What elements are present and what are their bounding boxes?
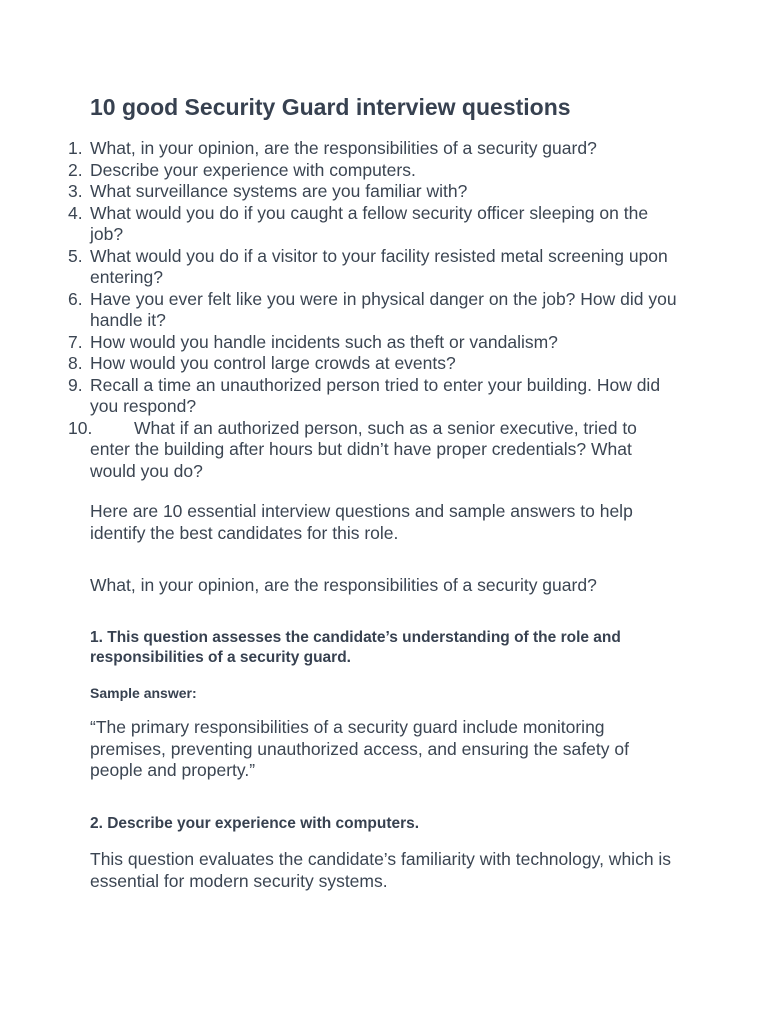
list-item-text: Have you ever felt like you were in physical danger on the job? How did you handle it? xyxy=(90,288,677,330)
document-title: 10 good Security Guard interview questions xyxy=(90,94,571,120)
list-item-text: How would you handle incidents such as theft or vandalism? xyxy=(90,331,558,352)
list-item-number: 4. xyxy=(68,202,83,223)
intro-paragraph: Here are 10 essential interview questions and sample answers to help identify the best candidates for this role. xyxy=(90,501,633,543)
list-item-number: 10. xyxy=(68,417,93,438)
sample-answer-text: “The primary responsibilities of a security guard include monitoring premises, preventing unauthorized access, and ensuring the safety of people and property.” xyxy=(90,717,629,780)
list-item-text: What would you do if you caught a fellow security officer sleeping on the job? xyxy=(90,202,649,244)
list-item-number: 5. xyxy=(68,245,83,266)
list-item-text: Recall a time an unauthorized person tried to enter your building. How did you respond? xyxy=(90,374,661,416)
list-item xyxy=(0,160,768,182)
list-item-number: 3. xyxy=(68,181,83,201)
list-item-text: What, in your opinion, are the responsibilities of a security guard? xyxy=(90,138,597,158)
list-item-text: Describe your experience with computers. xyxy=(90,159,416,180)
repeat-question-paragraph: What, in your opinion, are the responsibilities of a security guard? xyxy=(90,575,597,595)
list-item xyxy=(0,246,768,289)
list-item xyxy=(0,353,768,375)
list-item-number: 9. xyxy=(68,374,83,395)
list-item-text: What surveillance systems are you familiar with? xyxy=(90,181,468,201)
list-item xyxy=(0,138,768,160)
questions-list xyxy=(0,138,768,482)
list-item-number: 8. xyxy=(68,353,83,373)
list-item xyxy=(0,181,768,203)
list-item-number: 7. xyxy=(68,331,83,352)
section-2-heading: 2. Describe your experience with computers. xyxy=(90,815,420,832)
list-item-text: What if an authorized person, such as a senior executive, tried to enter the building after hours but didn’t have proper credentials? What would you do? xyxy=(90,417,637,481)
list-item-number: 2. xyxy=(68,159,83,180)
list-item xyxy=(0,332,768,354)
list-item-number: 6. xyxy=(68,288,83,309)
list-item xyxy=(0,375,768,418)
list-item xyxy=(0,203,768,246)
list-item xyxy=(0,418,768,483)
list-item xyxy=(0,289,768,332)
list-item-text: What would you do if a visitor to your facility resisted metal screening upon entering? xyxy=(90,245,668,287)
list-item-text: How would you control large crowds at events? xyxy=(90,353,456,373)
sample-answer-label: Sample answer: xyxy=(90,685,197,701)
list-item-number: 1. xyxy=(68,138,83,158)
section-2-text: This question evaluates the candidate’s familiarity with technology, which is essential for modern security systems. xyxy=(90,849,672,891)
section-1-heading: 1. This question assesses the candidate’s understanding of the role and responsibilities of a security guard. xyxy=(90,629,621,666)
